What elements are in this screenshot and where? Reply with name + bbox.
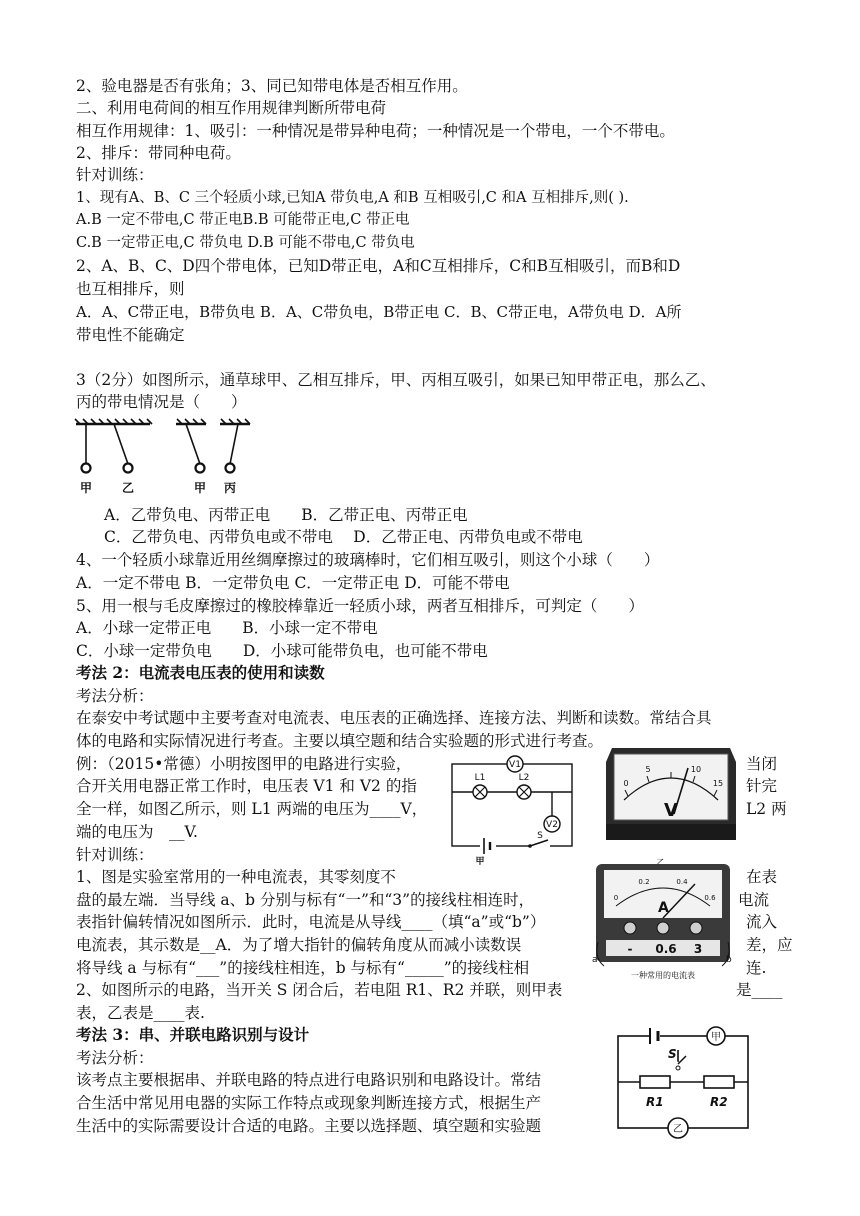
text-line: 相互作用规律：1、吸引：一种情况是带异种电荷；一种情况是一个带电，一个不带电。: [76, 122, 675, 140]
example-text: 端的电压为 __V.: [76, 823, 198, 841]
option-line: A．乙带负电、丙带正电 B．乙带正电、丙带正电: [104, 506, 468, 524]
option-line: A．一定不带电 B．一定带负电 C．一定带正电 D．可能不带电: [76, 574, 510, 592]
ammeter-figure: [592, 862, 734, 980]
question-text: 电流表，其示数是__A．为了增大指针的偏转角度从而减小读数误: [76, 936, 522, 954]
tick-label: 0.2: [638, 878, 650, 886]
wire-label: a: [592, 955, 598, 965]
unit-label: V: [664, 800, 678, 821]
resistor-label: R2: [710, 1095, 728, 1109]
text-line: 在泰安中考试题中主要考查对电流表、电压表的正确选择、连接方法、判断和读数。常结合具: [76, 709, 712, 727]
text-line: 生活中的实际需要设计合适的电路。主要以选择题、填空题和实验题: [76, 1117, 542, 1135]
question-text: 3（2分）如图所示，通草球甲、乙相互排斥，甲、丙相互吸引，如果已知甲带正电，那么乙、: [76, 371, 716, 389]
text-fragment: 在表: [746, 868, 778, 886]
switch-label: S: [537, 831, 543, 841]
option-line: C．乙带负电、丙带负电或不带电 D．乙带正电、丙带负电或不带电: [104, 528, 583, 546]
question-text: 2、A、B、C、D四个带电体，已知D带正电，A和C互相排斥，C和B互相吸引，而B和D: [76, 257, 681, 275]
ball-jia-2: [196, 464, 205, 473]
question-text: 将导线 a 与标有“___”的接线柱相连，b 与标有“_____”的接线柱相: [76, 959, 530, 977]
section-heading: 考法 3：串、并联电路识别与设计: [76, 1025, 310, 1044]
terminal-label: 0.6: [655, 942, 677, 956]
question-text: 丙的带电情况是（ ）: [76, 393, 247, 411]
text-fragment: 电流: [738, 891, 770, 909]
option-line: C．小球一定带负电 D．小球可能带负电，也可能不带电: [76, 642, 488, 660]
unit-label: A: [658, 900, 669, 916]
text-fragment: 流入: [746, 913, 778, 931]
meter-label: V2: [546, 820, 558, 830]
text-fragment: 连.: [746, 959, 767, 977]
text-line: 该考点主要根据串、并联电路的特点进行电路识别和电路设计。常结: [76, 1071, 542, 1089]
option-line: C.B 一定带正电,C 带负电 D.B 可能不带电,C 带负电: [76, 235, 415, 251]
tick-label: 10: [690, 765, 702, 774]
ball-label: 甲: [193, 481, 207, 495]
tick-label: 0.6: [704, 894, 716, 902]
text-line: 合生活中常见用电器的实际工作特点或现象判断连接方式，根据生产: [76, 1094, 542, 1112]
voltmeter-figure-yi: [602, 740, 740, 870]
text-fragment: 是____: [736, 981, 783, 999]
tick-label: 5: [645, 765, 651, 774]
figure-caption: 一种常用的电流表: [631, 971, 695, 980]
hanging-balls-figure: [74, 418, 254, 498]
section-heading: 考法 2：电流表电压表的使用和读数: [76, 663, 325, 682]
question-text: 5、用一根与毛皮摩擦过的橡胶棒靠近一轻质小球，两者互相排斥，可判定（ ）: [76, 597, 644, 615]
text-line: 2、排斥：带同种电荷。: [76, 144, 241, 162]
tick-label: 0.4: [676, 878, 688, 886]
ball-label: 甲: [79, 481, 93, 495]
ball-label: 乙: [121, 481, 135, 495]
question-text: 表指针偏转情况如图所示．此时，电流是从导线____（填“a”或“b”）: [76, 913, 546, 931]
tick-label: 15: [712, 779, 724, 788]
resistor-r1: [640, 1076, 670, 1088]
figure-caption: 甲: [475, 857, 485, 867]
wire-label: b: [726, 955, 732, 965]
example-text: 全一样，如图乙所示，则 L1 两端的电压为____V，: [76, 800, 428, 818]
section-heading: 二、利用电荷间的相互作用规律判断所带电荷: [76, 99, 387, 117]
switch-label: S: [668, 1047, 677, 1061]
question-text: 4、一个轻质小球靠近用丝绸摩擦过的玻璃棒时，它们相互吸引，则这个小球（ ）: [76, 551, 660, 569]
text-fragment: 当闭: [746, 755, 778, 773]
text-line: 体的电路和实际情况进行考查。主要以填空题和结合实验题的形式进行考查。: [76, 732, 604, 750]
ball-label: 丙: [223, 481, 237, 495]
question-text: 1、图是实验室常用的一种电流表，其零刻度不: [76, 868, 396, 886]
ball-jia-1: [82, 464, 91, 473]
tick-label: 0: [613, 894, 619, 902]
terminal-label: 3: [693, 942, 703, 956]
resistor-label: R1: [646, 1095, 664, 1109]
text-line: 考法分析：: [76, 1049, 154, 1067]
question-text: 也互相排斥，则: [76, 280, 185, 298]
lamp-label: L1: [474, 773, 486, 783]
question-text: 盘的最左端．当导线 a、b 分别与标有“一”和“3”的接线柱相连时，: [76, 891, 535, 909]
switch-icon: [676, 1066, 680, 1070]
question-text: 表，乙表是____表.: [76, 1004, 205, 1022]
ball-bing: [226, 464, 235, 473]
meter-label: 乙: [673, 1124, 683, 1135]
meter-label: V1: [509, 760, 521, 770]
question-text: 2、如图所示的电路，当开关 S 闭合后，若电阻 R1、R2 并联，则甲表: [76, 981, 563, 999]
text-fragment: 针完: [746, 777, 778, 795]
text-line: 2、验电器是否有张角；3、同已知带电体是否相互作用。: [76, 77, 468, 95]
lamp-label: L2: [518, 773, 530, 783]
option-line: A．A、C带正电，B带负电 B．A、C带负电，B带正电 C．B、C带正电，A带负电 D．A所: [76, 303, 682, 321]
option-line: A.B 一定不带电,C 带正电B.B 可能带正电,C 带正电: [76, 212, 410, 228]
tick-label: 0: [623, 779, 629, 788]
meter-label: 甲: [711, 1032, 721, 1043]
question-text: 1、现有A、B、C 三个轻质小球,已知A 带负电,A 和B 互相吸引,C 和A 互相排斥,则( ).: [76, 190, 629, 206]
ball-yi: [124, 464, 133, 473]
text-line: 考法分析：: [76, 687, 154, 705]
text-line: 针对训练：: [76, 846, 154, 864]
option-line: A．小球一定带正电 B．小球一定不带电: [76, 619, 378, 637]
circuit-diagram-jia: [440, 752, 590, 867]
example-text: 例：（2015•常德）小明按图甲的电路进行实验，: [76, 755, 412, 773]
text-fragment: L2 两: [746, 800, 787, 818]
terminal-label: -: [627, 942, 633, 956]
parallel-circuit-figure: [606, 1022, 756, 1150]
example-text: 合开关用电器正常工作时，电压表 V1 和 V2 的指: [76, 777, 417, 795]
text-line: 针对训练：: [76, 166, 154, 184]
text-fragment: 差，应: [746, 936, 793, 954]
switch-icon: [528, 844, 532, 848]
option-line: 带电性不能确定: [76, 326, 185, 344]
resistor-r2: [704, 1076, 734, 1088]
